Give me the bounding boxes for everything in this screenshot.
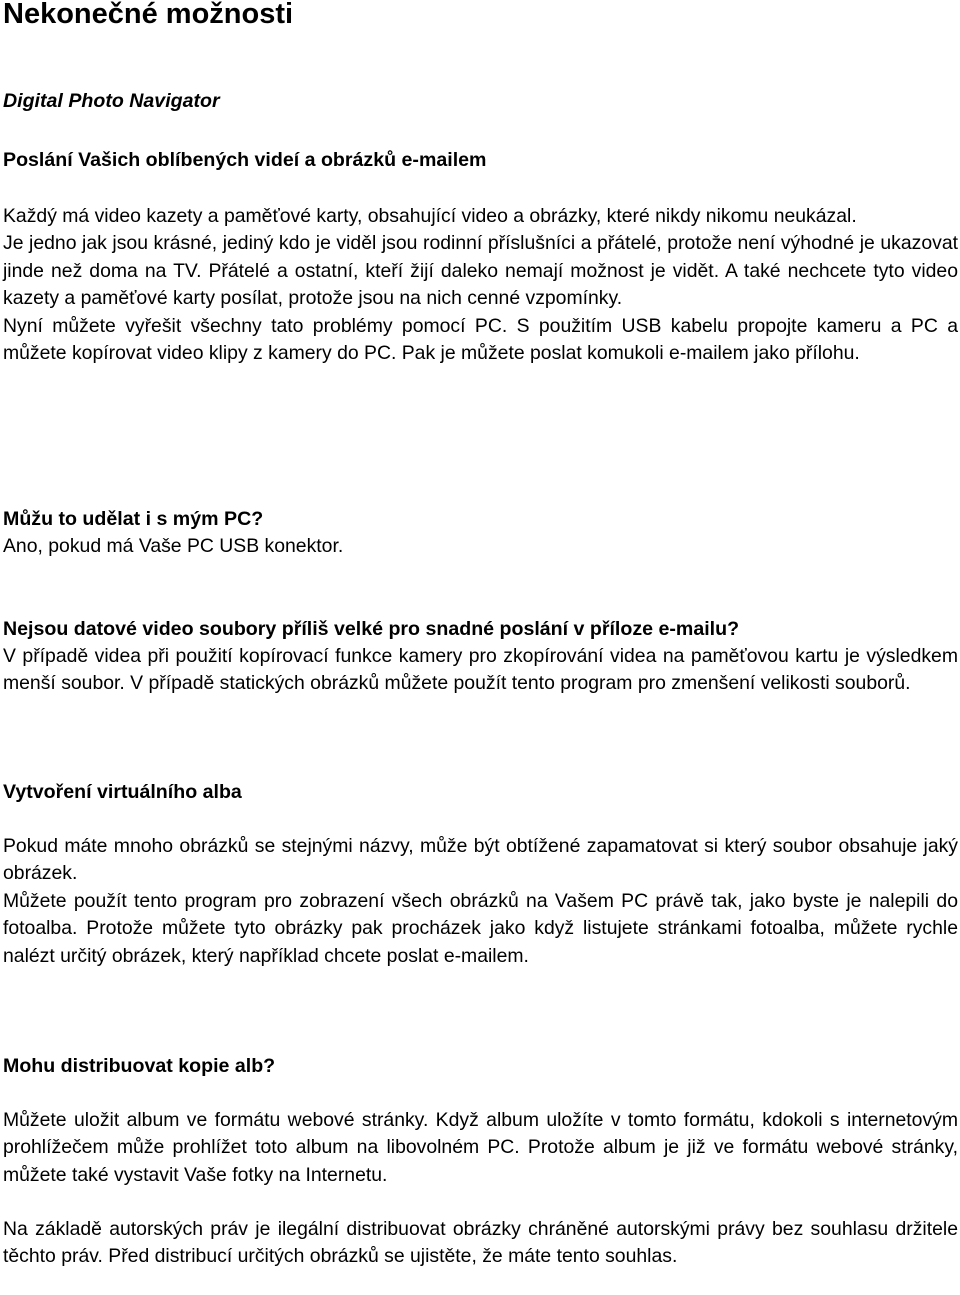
section-email-body (3, 203, 958, 367)
section-distribute-body-1 (3, 1107, 958, 1189)
section-pc-block (3, 506, 958, 560)
section-album-body (3, 833, 958, 970)
paragraph: Můžete použít tento program pro zobrazení všech obrázků na Vašem PC právě tak, jako byste je nalepili do fotoalba. Protože můžete tyto obrázky pak procházek jako když listujete stránkami fotoalba, můžete rychle nalézt určitý obrázek, který například chcete poslat e-mailem. (3, 889, 958, 967)
paragraph: Ano, pokud má Vaše PC USB konektor. (3, 535, 344, 557)
section-album-heading-block (3, 779, 958, 806)
section-heading-email: Poslání Vašich oblíbených videí a obrázků e-mailem (3, 149, 487, 171)
paragraph: V případě videa při použití kopírovací funkce kamery pro zkopírování videa na paměťovou kartu je výsledkem menší soubor. V případě statických obrázků můžete použít tento program pro zmenšení velikosti souborů. (3, 645, 958, 695)
section-heading-pc: Můžu to udělat i s mým PC? (3, 508, 264, 530)
section-email-heading-block (3, 147, 958, 174)
paragraph: Pokud máte mnoho obrázků se stejnými názvy, může být obtížené zapamatovat si který soubor obsahuje jaký obrázek. (3, 835, 958, 885)
section-heading-album: Vytvoření virtuálního alba (3, 781, 242, 803)
paragraph: Nyní můžete vyřešit všechny tato problémy pomocí PC. S použitím USB kabelu propojte kameru a PC a můžete kopírovat video klipy z kamery do PC. Pak je můžete poslat komukoli e-mailem jako přílohu. (3, 314, 958, 365)
section-heading-distribute: Mohu distribuovat kopie alb? (3, 1055, 276, 1077)
product-subtitle: Digital Photo Navigator (3, 90, 220, 112)
paragraph: Můžete uložit album ve formátu webové stránky. Když album uložíte v tomto formátu, kdokoli s internetovým prohlížečem může prohlížet toto album na libovolném PC. Protože album je již ve formátu webové stránky, můžete také vystavit Vaše fotky na Internetu. (3, 1109, 958, 1186)
section-heading-filesize: Nejsou datové video soubory příliš velké pro snadné poslání v příloze e-mailu? (3, 618, 740, 640)
paragraph: Na základě autorských práv je ilegální distribuovat obrázky chráněné autorskými právy bez souhlasu držitele těchto práv. Před distribucí určitých obrázků se ujistěte, že máte tento souhlas. (3, 1218, 958, 1268)
section-filesize-block (3, 616, 958, 698)
paragraph: Je jedno jak jsou krásné, jediný kdo je viděl jsou rodinní příslušníci a přátelé, protože není výhodné je ukazovat jinde než doma na TV. Přátelé a ostatní, kteří žijí daleko nemají možnost je vidět. A také nechcete tyto video kazety a paměťové karty posílat, protože jsou na nich cenné vzpomínky. (3, 232, 958, 310)
page-title: Nekonečné možnosti (3, 0, 294, 30)
paragraph: Každý má video kazety a paměťové karty, obsahující video a obrázky, které nikdy nikomu neukázal. (3, 205, 857, 227)
subtitle-block (3, 88, 958, 115)
section-distribute-heading-block (3, 1053, 958, 1080)
section-distribute-body-2 (3, 1216, 958, 1271)
